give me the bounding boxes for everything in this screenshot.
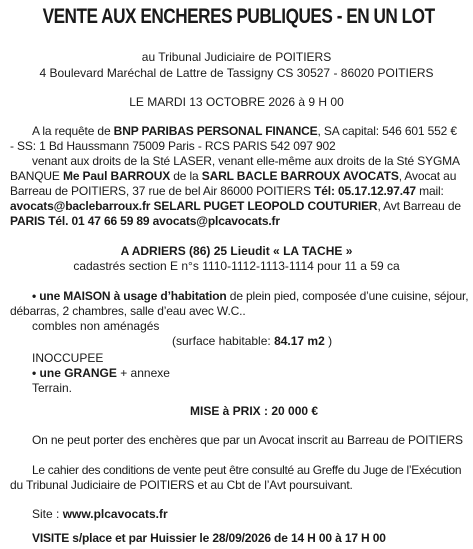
- requete-city: PARIS: [10, 214, 49, 228]
- surface-line: [172, 334, 332, 349]
- cahier-line-1: Le cahier des conditions de vente peut être consulté au Greffe du Juge de l’Exécution: [32, 463, 462, 477]
- description-grange: [32, 366, 170, 381]
- court-address: 4 Boulevard Maréchal de Lattre de Tassigny CS 30527 - 86020 POITIERS: [39, 66, 434, 80]
- terrain-item: Terrain.: [32, 381, 73, 395]
- avocat-notice: On ne peut porter des enchères que par un Avocat inscrit au Barreau de POITIERS: [32, 433, 463, 447]
- creditor-name: BNP PARIBAS PERSONAL FINANCE: [113, 124, 318, 138]
- cahier-line-2: du Tribunal Judiciaire de POITIERS et au Cbt de l’Avt poursuivant.: [10, 478, 353, 492]
- requete-line-4: [10, 169, 456, 184]
- visit-info: VISITE s/place et par Huissier le 28/09/2026 de 14 H 00 à 17 H 00: [32, 531, 386, 545]
- barn-item: • une GRANGE: [32, 366, 117, 380]
- surface-suffix: ): [324, 334, 333, 348]
- description-line-2: débarras, 2 chambres, salle d’eau avec W.C..: [10, 304, 246, 318]
- requete-prefix: A la requête de: [32, 124, 114, 138]
- requete-text: , Avocat au: [398, 169, 457, 183]
- starting-price: MISE à PRIX : 20 000 €: [190, 404, 319, 418]
- requete-line-7: [10, 214, 280, 229]
- surface-label: (surface habitable:: [172, 334, 275, 348]
- selarl-contact: Tél. 01 47 66 59 89 avocats@plcavocats.fr: [48, 214, 280, 228]
- cadastre-reference: cadastrés section E n°s 1110-1112-1113-1114 pour 11 a 59 ca: [73, 259, 400, 273]
- site-line: [32, 507, 168, 522]
- requete-text: , Avt Barreau de: [377, 199, 461, 213]
- site-label: Site :: [32, 507, 63, 521]
- site-url[interactable]: www.plcavocats.fr: [62, 507, 168, 521]
- court-name: au Tribunal Judiciaire de POITIERS: [141, 50, 332, 64]
- description-line-1: [32, 289, 468, 304]
- description-line-3: combles non aménagés: [32, 319, 160, 333]
- surface-value: 84.17 m2: [274, 334, 325, 348]
- house-details: de plein pied, composée d’une cuisine, séjour,: [226, 289, 469, 303]
- notice-title: VENTE AUX ENCHERES PUBLIQUES - EN UN LOT: [42, 5, 435, 28]
- barn-extra: + annexe: [116, 366, 170, 380]
- house-item: • une MAISON à usage d’habitation: [32, 289, 227, 303]
- creditor-capital: , SA capital: 546 601 552 €: [317, 124, 457, 138]
- requete-line-6: [10, 199, 461, 214]
- requete-line-1: [32, 124, 457, 139]
- lawyer-name: Me Paul BARROUX: [62, 169, 171, 183]
- sale-date: LE MARDI 13 OCTOBRE 2026 à 9 H 00: [129, 95, 344, 109]
- requete-text: mail:: [415, 184, 444, 198]
- requete-line-2: - SS: 1 Bd Haussmann 75009 Paris - RCS PARIS 542 097 902: [10, 139, 336, 153]
- firm-phone: Tél: 05.17.12.97.47: [314, 184, 416, 198]
- occupancy-status: INOCCUPEE: [32, 351, 104, 365]
- requete-line-3: venant aux droits de la Sté LASER, venant elle-même aux droits de la Sté SYGMA: [32, 154, 460, 168]
- firm-address: Barreau de POITIERS, 37 rue de bel Air 86000 POITIERS: [10, 184, 315, 198]
- firm-email-and-selarl: avocats@baclebarroux.fr SELARL PUGET LEOPOLD COUTURIER: [10, 199, 378, 213]
- requete-line-5: [10, 184, 444, 199]
- property-location: A ADRIERS (86) 25 Lieudit « LA TACHE »: [120, 244, 353, 258]
- law-firm-name: SARL BACLE BARROUX AVOCATS: [201, 169, 399, 183]
- requete-text: de la: [170, 169, 202, 183]
- requete-text: BANQUE: [10, 169, 63, 183]
